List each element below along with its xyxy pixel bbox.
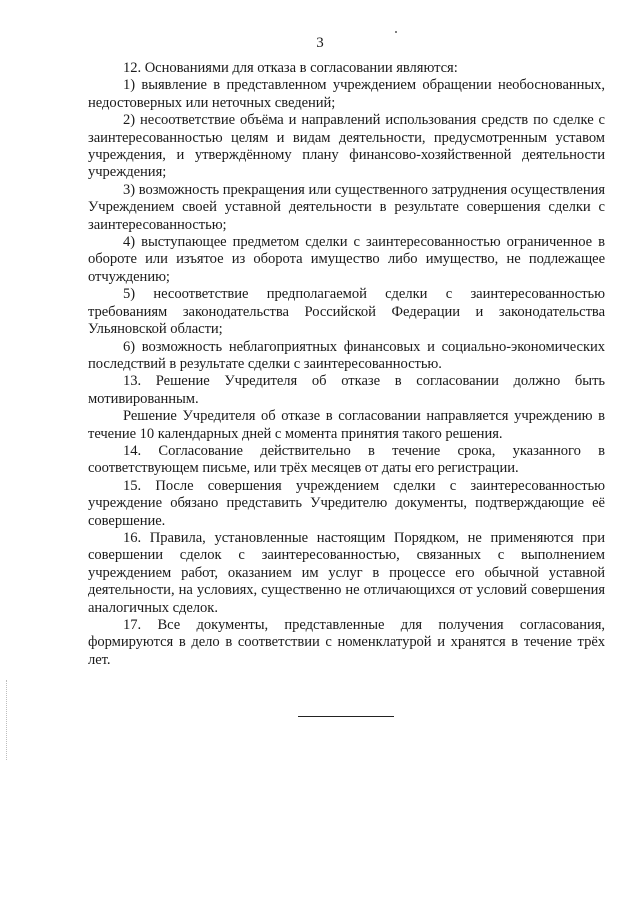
paragraph-17: 17. Все документы, представленные для получения согласования, формируются в дело в соответствии с номенклатурой и хранятся в течение трёх лет. [88,617,605,668]
list-item-2: 2) несоответствие объёма и направлений использования средств по сделке с заинтересованностью целям и видам деятельности, предусмотренным уставом учреждения, и утверждённому плану финансово-хозяйственной деятельности учреждения; [88,112,605,181]
list-item-6: 6) возможность неблагоприятных финансовых и социально-экономических последствий в результате сделки с заинтересованностью. [88,338,605,372]
paragraph-12-heading: 12. Основаниями для отказа в согласовании являются: [123,60,458,76]
list-item-4: 4) выступающее предметом сделки с заинтересованностью ограниченное в обороте или изъятое из оборота имущество либо имущество, не подлежащее отчуждению; [88,234,605,285]
list-item-3: 3) возможность прекращения или существенного затруднения осуществления Учреждением своей уставной деятельности в результате совершения сделки с заинтересованностью; [88,181,605,233]
paragraph-13: 13. Решение Учредителя об отказе в согласовании должно быть мотивированным. [88,373,605,407]
list-item-5: 5) несоответствие предполагаемой сделки с заинтересованностью требованиям законодательства Российской Федерации и законодательства Ульяновской области; [88,286,605,338]
document-body [88,60,605,669]
scan-speck [395,31,397,33]
page-number: 3 [316,35,324,51]
paragraph-13-continuation: Решение Учредителя об отказе в согласовании направляется учреждению в течение 10 календарных дней с момента принятия такого решения. [88,408,605,442]
end-of-document-rule [298,716,394,717]
list-item-1: 1) выявление в представленном учреждением обращении необоснованных, недостоверных или неточных сведений; [88,77,605,111]
paragraph-14: 14. Согласование действительно в течение срока, указанного в соответствующем письме, или трёх месяцев от даты его регистрации. [88,442,605,477]
paragraph-15: 15. После совершения учреждением сделки с заинтересованностью учреждение обязано представить Учредителю документы, подтверждающие её совершение. [88,477,605,529]
paragraph-16: 16. Правила, установленные настоящим Порядком, не применяются при совершении сделок с заинтересованностью, связанных с выполнением учреждением работ, оказанием им услуг в процессе его обычной уставной деятельности, на условиях, существенно не отличающихся от условий совершения аналогичных сделок. [88,529,605,616]
scan-edge-marks [6,680,8,760]
